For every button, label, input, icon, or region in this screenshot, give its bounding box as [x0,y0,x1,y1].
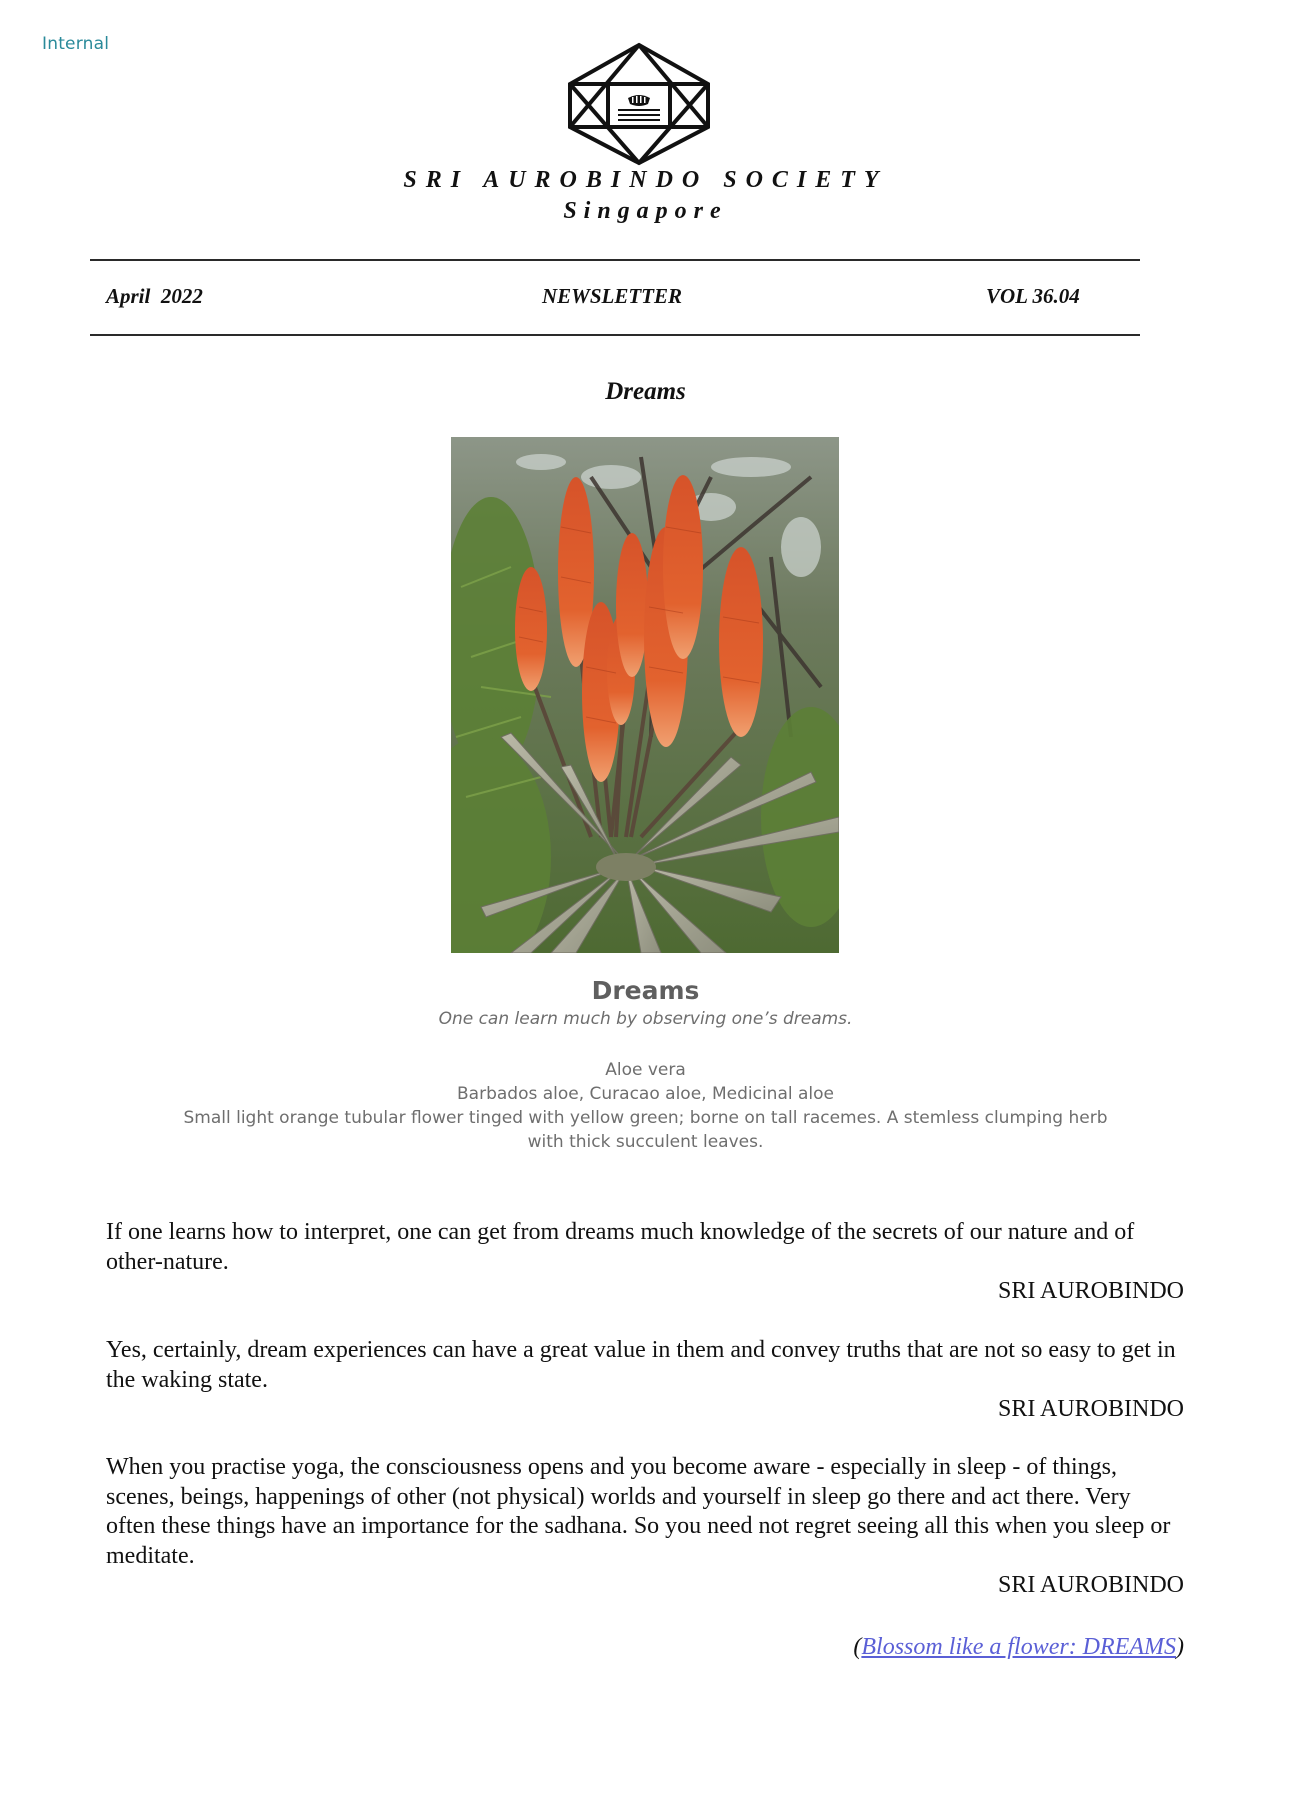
organization-city: Singapore [563,198,728,224]
plant-description-line-1: Small light orange tubular flower tinged with yellow green; borne on tall racemes. A stemless clumping herb [183,1108,1108,1128]
publication-type: NEWSLETTER [542,284,683,308]
header-divider-bottom [90,334,1140,336]
close-paren: ) [1176,1634,1184,1660]
organization-name: SRI AUROBINDO SOCIETY [403,167,888,193]
common-names: Barbados aloe, Curacao aloe, Medicinal aloe [457,1084,834,1104]
article-title: Dreams [605,378,686,405]
sri-aurobindo-symbol-icon [566,42,712,166]
classification-label: Internal [42,34,110,54]
quote-text: Yes, certainly, dream experiences can have a great value in them and convey truths that are not so easy to get in the waking state. [106,1337,1176,1393]
quote-text: When you practise yoga, the consciousness opens and you become aware - especially in sleep - of things, scenes, beings, happenings of other (not physical) worlds and yourself in sleep go there and act there. Very often these things have an importance for the sadhana. So you need not regret seeing all this when you sleep or meditate. [106,1454,1171,1569]
source-link[interactable]: Blossom like a flower: DREAMS [861,1634,1176,1660]
header-divider-top [90,259,1140,261]
quote-attribution: SRI AUROBINDO [997,1396,1184,1422]
plant-description-line-2: with thick succulent leaves. [527,1132,764,1152]
volume-number: VOL 36.04 [986,284,1080,308]
open-paren: ( [853,1634,862,1660]
image-caption [100,974,1191,1154]
quote-block [106,1453,1184,1601]
issue-date: April 2022 [106,284,203,308]
quote-attribution: SRI AUROBINDO [997,1278,1184,1304]
quote-text: If one learns how to interpret, one can get from dreams much knowledge of the secrets of our nature and of other-nature. [106,1219,1135,1275]
botanical-name: Aloe vera [605,1060,686,1080]
caption-title: Dreams [591,976,700,1005]
caption-quote: One can learn much by observing one’s dreams. [438,1009,853,1029]
quote-attribution: SRI AUROBINDO [997,1572,1184,1598]
source-citation [700,1634,1184,1661]
aloe-vera-photo [451,437,839,953]
quote-block [106,1336,1184,1425]
quote-block [106,1218,1184,1307]
